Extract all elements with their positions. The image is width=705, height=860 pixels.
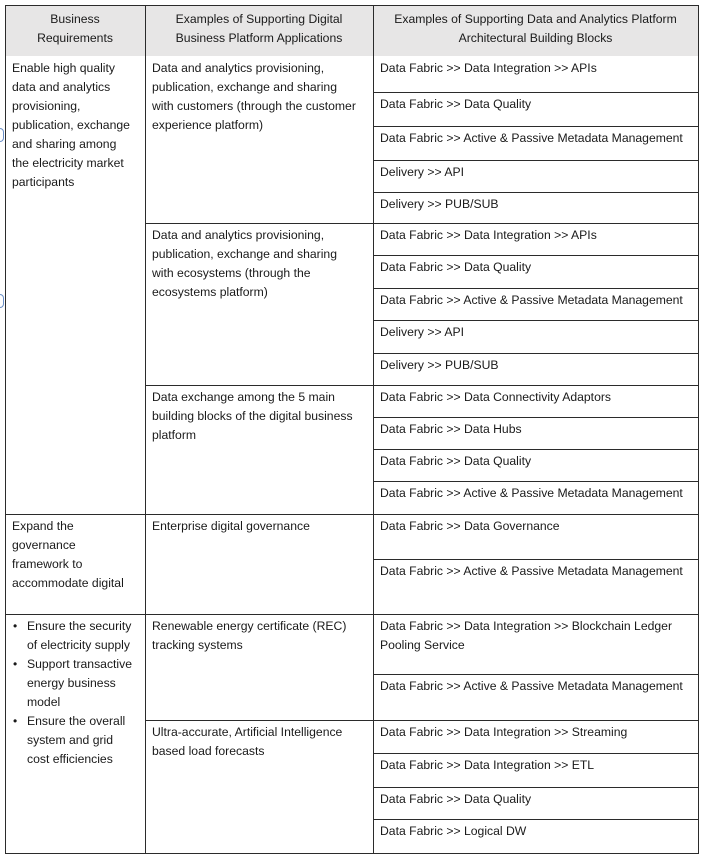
building-block-text: Data Fabric >> Data Integration >> Blockchain Ledger: [380, 619, 673, 633]
row-divider: [373, 720, 699, 721]
building-block-text: Data Fabric >> Data Quality: [380, 454, 532, 468]
requirement-text: the electricity market: [12, 156, 124, 170]
application-text: with customers (through the customer: [152, 99, 356, 113]
row-divider: [373, 417, 699, 418]
application-text: Ultra-accurate, Artificial Intelligence: [152, 725, 343, 739]
building-block-text: Data Fabric >> Data Hubs: [380, 422, 522, 436]
building-block-text: Data Fabric >> Active & Passive Metadata Management: [380, 564, 683, 578]
building-block-text: Data Fabric >> Data Quality: [380, 792, 532, 806]
row-divider: [373, 674, 699, 675]
building-block-text: Delivery >> PUB/SUB: [380, 358, 499, 372]
column-divider: [698, 5, 699, 854]
row-divider: [5, 5, 699, 6]
building-block-text: Data Fabric >> Data Connectivity Adaptors: [380, 390, 612, 404]
column-divider: [5, 5, 6, 854]
page-margin-mark: [0, 128, 4, 142]
application-text: building blocks of the digital business: [152, 409, 353, 423]
row-divider: [373, 320, 699, 321]
requirement-text: governance: [12, 538, 76, 552]
application-text: experience platform): [152, 118, 264, 132]
bullet-icon: •: [13, 657, 18, 671]
application-text: publication, exchange and sharing: [152, 247, 337, 261]
requirement-text: and sharing among: [12, 137, 117, 151]
application-text: Enterprise digital governance: [152, 519, 310, 533]
row-divider: [373, 514, 699, 515]
building-block-text: Data Fabric >> Data Integration >> ETL: [380, 758, 595, 772]
row-divider: [373, 787, 699, 788]
row-divider: [373, 614, 699, 615]
header-supporting-applications: Examples of Supporting Digital: [175, 12, 343, 26]
row-divider: [373, 853, 699, 854]
requirement-text: accommodate digital: [12, 576, 124, 590]
row-divider: [373, 481, 699, 482]
building-block-text: Delivery >> PUB/SUB: [380, 197, 499, 211]
header-business-requirements: Requirements: [37, 31, 113, 45]
row-divider: [373, 288, 699, 289]
requirement-text: data and analytics: [12, 80, 111, 94]
header-supporting-applications: Business Platform Applications: [175, 31, 343, 45]
building-block-text: Data Fabric >> Active & Passive Metadata Management: [380, 486, 683, 500]
requirement-bullet-text: system and grid: [27, 733, 114, 747]
application-text: based load forecasts: [152, 744, 265, 758]
requirement-text: participants: [12, 175, 75, 189]
application-text: Data and analytics provisioning,: [152, 228, 325, 242]
bullet-icon: •: [13, 714, 18, 728]
row-divider: [373, 819, 699, 820]
application-text: tracking systems: [152, 638, 243, 652]
row-divider: [373, 192, 699, 193]
column-divider: [373, 5, 374, 854]
building-block-text: Data Fabric >> Data Integration >> Streaming: [380, 725, 628, 739]
building-block-text: Data Fabric >> Data Integration >> APIs: [380, 228, 597, 242]
application-text: Data and analytics provisioning,: [152, 61, 325, 75]
row-divider: [373, 753, 699, 754]
application-text: Data exchange among the 5 main: [152, 390, 335, 404]
row-divider: [373, 223, 699, 224]
row-divider: [373, 160, 699, 161]
row-divider: [373, 255, 699, 256]
row-divider: [373, 449, 699, 450]
requirement-bullet-text: Ensure the security: [27, 619, 132, 633]
requirement-bullet-text: of electricity supply: [27, 638, 130, 652]
row-divider: [373, 559, 699, 560]
page-margin-mark: [0, 294, 4, 308]
building-block-text: Data Fabric >> Data Governance: [380, 519, 560, 533]
building-block-text: Data Fabric >> Active & Passive Metadata Management: [380, 293, 683, 307]
row-divider: [373, 126, 699, 127]
requirements-table: [5, 5, 698, 853]
row-divider: [373, 92, 699, 93]
header-business-requirements: Business: [50, 12, 100, 26]
building-block-text: Pooling Service: [380, 638, 465, 652]
requirement-text: Expand the: [12, 519, 74, 533]
column-divider: [145, 5, 146, 854]
requirement-text: publication, exchange: [12, 118, 130, 132]
building-block-text: Delivery >> API: [380, 325, 464, 339]
requirement-text: provisioning,: [12, 99, 81, 113]
header-building-blocks: Examples of Supporting Data and Analytics Platform: [394, 12, 677, 26]
application-text: platform: [152, 428, 197, 442]
requirement-bullet-text: Support transactive: [27, 657, 133, 671]
requirement-bullet-text: Ensure the overall: [27, 714, 126, 728]
building-block-text: Data Fabric >> Active & Passive Metadata Management: [380, 131, 683, 145]
application-text: Renewable energy certificate (REC): [152, 619, 347, 633]
building-block-text: Data Fabric >> Data Integration >> APIs: [380, 61, 597, 75]
application-text: with ecosystems (through the: [152, 266, 311, 280]
building-block-text: Delivery >> API: [380, 165, 464, 179]
requirement-text: framework to: [12, 557, 83, 571]
bullet-icon: •: [13, 619, 18, 633]
requirement-text: Enable high quality: [12, 61, 115, 75]
row-divider: [373, 385, 699, 386]
building-block-text: Data Fabric >> Logical DW: [380, 824, 527, 838]
header-building-blocks: Architectural Building Blocks: [458, 31, 613, 45]
requirement-bullet-text: cost efficiencies: [27, 752, 113, 766]
building-block-text: Data Fabric >> Active & Passive Metadata Management: [380, 679, 683, 693]
requirement-bullet-text: model: [27, 695, 61, 709]
building-block-text: Data Fabric >> Data Quality: [380, 97, 532, 111]
application-text: ecosystems platform): [152, 285, 268, 299]
application-text: publication, exchange and sharing: [152, 80, 337, 94]
row-divider: [373, 353, 699, 354]
building-block-text: Data Fabric >> Data Quality: [380, 260, 532, 274]
requirement-bullet-text: energy business: [27, 676, 116, 690]
